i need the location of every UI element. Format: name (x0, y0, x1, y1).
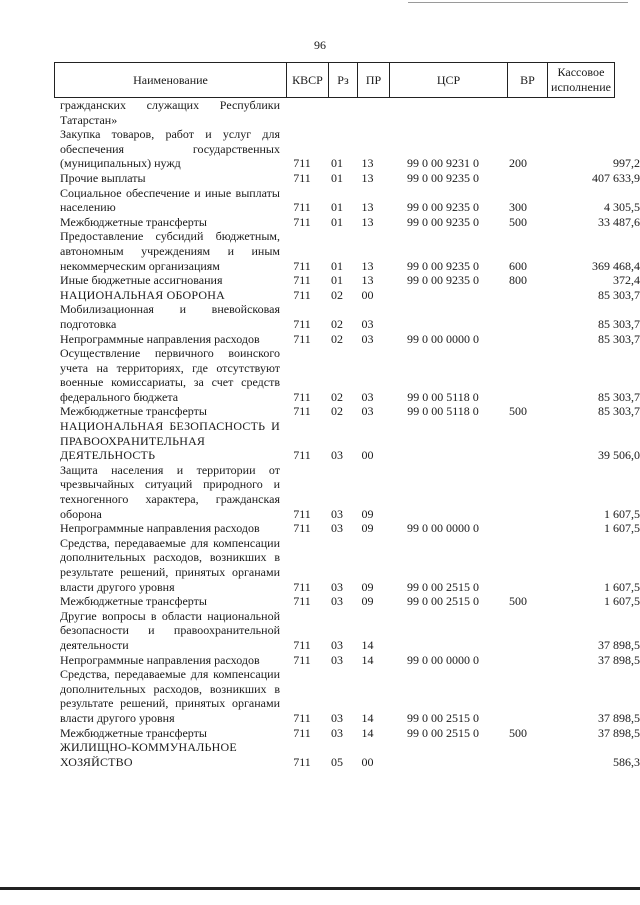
row-csr: 99 0 00 2515 0 (407, 579, 479, 594)
row-rz: 02 (331, 287, 343, 302)
row-kvsr: 711 (293, 637, 311, 652)
row-name: Межбюджетные трансферты (60, 214, 207, 229)
row-name: Закупка товаров, работ и услуг для обеспечения государственных (муниципальных) нужд (60, 127, 280, 171)
row-pr: 09 (361, 506, 374, 521)
row-rz: 03 (331, 506, 343, 521)
row-pr: 09 (361, 594, 374, 609)
row-pr: 00 (361, 754, 374, 769)
table-row (0, 229, 640, 273)
row-name: Средства, передаваемые для компенсации дополнительных расходов, возникших в результате решений, принятых органами власти другого уровня (60, 667, 280, 725)
row-rz: 03 (331, 579, 343, 594)
row-name: Межбюджетные трансферты (60, 725, 207, 740)
row-pr: 03 (361, 316, 374, 331)
table-row (0, 346, 640, 404)
row-amount: 85 303,7 (598, 287, 640, 302)
table-row (0, 653, 640, 668)
row-kvsr: 711 (293, 725, 311, 740)
row-kvsr: 711 (293, 404, 311, 419)
row-amount: 4 305,5 (604, 200, 640, 215)
row-name: Прочие выплаты (60, 170, 146, 185)
header-rz: Рз (328, 63, 357, 97)
row-amount: 85 303,7 (598, 389, 640, 404)
header-kassovoe-line1: Кассовое (557, 65, 605, 79)
row-csr: 99 0 00 9235 0 (407, 258, 479, 273)
row-kvsr: 711 (293, 389, 311, 404)
table-body (0, 98, 640, 769)
row-name: Осуществление первичного воинского учета на территориях, где отсутствуют военные комиссариаты, за счет средств федерального бюджета (60, 346, 280, 404)
row-kvsr: 711 (293, 287, 311, 302)
row-rz: 01 (331, 258, 343, 273)
row-rz: 03 (331, 652, 343, 667)
row-amount: 85 303,7 (598, 331, 640, 346)
row-rz: 02 (331, 404, 343, 419)
row-rz: 03 (331, 725, 343, 740)
row-name: Иные бюджетные ассигнования (60, 273, 223, 288)
row-pr: 14 (361, 725, 374, 740)
row-rz: 03 (331, 637, 343, 652)
row-pr: 13 (361, 156, 374, 171)
header-kassovoe (547, 63, 614, 97)
top-rule (408, 2, 628, 3)
row-name: Межбюджетные трансферты (60, 594, 207, 609)
row-rz: 02 (331, 389, 343, 404)
row-pr: 03 (361, 389, 374, 404)
row-kvsr: 711 (293, 156, 311, 171)
row-amount: 586,3 (613, 754, 640, 769)
row-amount: 37 898,5 (598, 652, 640, 667)
row-csr: 99 0 00 5118 0 (407, 404, 479, 419)
row-pr: 09 (361, 579, 374, 594)
table-row (0, 419, 640, 463)
table-row (0, 171, 640, 186)
row-pr: 03 (361, 404, 374, 419)
row-name: Другие вопросы в области национальной безопасности и правоохранительной деятельности (60, 608, 280, 652)
table-row (0, 521, 640, 536)
header-kvsr: КВСР (286, 63, 328, 97)
row-amount: 372,4 (613, 273, 640, 288)
row-rz: 02 (331, 316, 343, 331)
table-row (0, 594, 640, 609)
row-pr: 13 (361, 170, 374, 185)
row-csr: 99 0 00 0000 0 (407, 652, 479, 667)
row-rz: 01 (331, 273, 343, 288)
row-vr: 500 (509, 725, 527, 740)
row-vr: 500 (509, 214, 527, 229)
row-rz: 01 (331, 156, 343, 171)
row-vr: 600 (509, 258, 527, 273)
row-pr: 00 (361, 287, 374, 302)
row-kvsr: 711 (293, 170, 311, 185)
row-rz: 05 (331, 754, 343, 769)
table-row (0, 273, 640, 288)
row-name: Предоставление субсидий бюджетным, автономным учреждениям и иным некоммерческим организациям (60, 229, 280, 273)
row-amount: 1 607,5 (604, 594, 640, 609)
row-pr: 13 (361, 258, 374, 273)
row-csr: 99 0 00 5118 0 (407, 389, 479, 404)
row-kvsr: 711 (293, 214, 311, 229)
row-amount: 85 303,7 (598, 316, 640, 331)
row-amount: 1 607,5 (604, 506, 640, 521)
header-name: Наименование (133, 72, 208, 87)
table-row (0, 288, 640, 303)
row-name: Непрограммные направления расходов (60, 521, 260, 536)
row-csr: 99 0 00 2515 0 (407, 725, 479, 740)
row-kvsr: 711 (293, 754, 311, 769)
row-rz: 03 (331, 448, 343, 463)
row-amount: 39 506,0 (598, 448, 640, 463)
bottom-rule (0, 887, 640, 890)
row-name: НАЦИОНАЛЬНАЯ ОБОРОНА (60, 287, 225, 302)
row-amount: 1 607,5 (604, 521, 640, 536)
row-vr: 200 (509, 156, 527, 171)
row-pr: 00 (361, 448, 374, 463)
row-csr: 99 0 00 0000 0 (407, 331, 479, 346)
row-kvsr: 711 (293, 579, 311, 594)
row-amount: 997,2 (613, 156, 640, 171)
row-amount: 37 898,5 (598, 637, 640, 652)
header-pr: ПР (357, 63, 389, 97)
table-row (0, 215, 640, 230)
row-name: гражданских служащих Республики Татарстан» (60, 98, 280, 127)
table-row (0, 609, 640, 653)
row-name: Межбюджетные трансферты (60, 404, 207, 419)
row-vr: 300 (509, 200, 527, 215)
row-name: ЖИЛИЩНО-КОММУНАЛЬНОЕ ХОЗЯЙСТВО (60, 740, 237, 769)
table-row (0, 667, 640, 725)
page-number: 96 (314, 38, 326, 52)
table-row (0, 186, 640, 215)
table-row (0, 127, 640, 171)
row-pr: 03 (361, 331, 374, 346)
row-pr: 14 (361, 637, 374, 652)
row-name: Защита населения и территории от чрезвычайных ситуаций природного и техногенного характера, гражданская оборона (60, 462, 280, 521)
row-rz: 01 (331, 170, 343, 185)
row-csr: 99 0 00 2515 0 (407, 594, 479, 609)
row-amount: 85 303,7 (598, 404, 640, 419)
row-kvsr: 711 (293, 652, 311, 667)
row-csr: 99 0 00 0000 0 (407, 521, 479, 536)
table-row (0, 332, 640, 347)
row-kvsr: 711 (293, 316, 311, 331)
row-pr: 13 (361, 200, 374, 215)
row-name: Непрограммные направления расходов (60, 652, 260, 667)
row-csr: 99 0 00 9235 0 (407, 170, 479, 185)
row-pr: 09 (361, 521, 374, 536)
row-kvsr: 711 (293, 273, 311, 288)
row-name: НАЦИОНАЛЬНАЯ БЕЗОПАСНОСТЬ И ПРАВООХРАНИТЕЛЬНАЯ ДЕЯТЕЛЬНОСТЬ (60, 419, 280, 463)
row-rz: 01 (331, 214, 343, 229)
row-kvsr: 711 (293, 521, 311, 536)
row-amount: 369 468,4 (592, 258, 640, 273)
row-rz: 03 (331, 521, 343, 536)
row-amount: 37 898,5 (598, 725, 640, 740)
row-pr: 14 (361, 710, 374, 725)
row-csr: 99 0 00 9231 0 (407, 156, 479, 171)
row-vr: 800 (509, 273, 527, 288)
row-csr: 99 0 00 2515 0 (407, 710, 479, 725)
row-kvsr: 711 (293, 200, 311, 215)
row-pr: 13 (361, 214, 374, 229)
table-row (0, 404, 640, 419)
row-rz: 03 (331, 710, 343, 725)
row-amount: 407 633,9 (592, 170, 640, 185)
row-csr: 99 0 00 9235 0 (407, 214, 479, 229)
header-kassovoe-line2: исполнение (551, 80, 611, 94)
row-csr: 99 0 00 9235 0 (407, 200, 479, 215)
table-row (0, 302, 640, 331)
table-row (0, 726, 640, 741)
row-kvsr: 711 (293, 710, 311, 725)
row-pr: 14 (361, 652, 374, 667)
row-kvsr: 711 (293, 258, 311, 273)
row-amount: 33 487,6 (598, 214, 640, 229)
table-row (0, 98, 640, 127)
row-kvsr: 711 (293, 448, 311, 463)
header-csr: ЦСР (389, 63, 507, 97)
row-pr: 13 (361, 273, 374, 288)
header-vr: ВР (507, 63, 547, 97)
row-name: Средства, передаваемые для компенсации дополнительных расходов, возникших в результате решений, принятых органами власти другого уровня (60, 535, 280, 594)
row-amount: 1 607,5 (604, 579, 640, 594)
row-vr: 500 (509, 404, 527, 419)
row-vr: 500 (509, 594, 527, 609)
row-name: Мобилизационная и вневойсковая подготовка (60, 302, 280, 331)
row-rz: 03 (331, 594, 343, 609)
row-kvsr: 711 (293, 594, 311, 609)
table-row (0, 536, 640, 594)
row-rz: 02 (331, 331, 343, 346)
table-header (54, 62, 615, 98)
row-csr: 99 0 00 9235 0 (407, 273, 479, 288)
row-name: Социальное обеспечение и иные выплаты населению (60, 185, 280, 215)
row-name: Непрограммные направления расходов (60, 331, 260, 346)
row-kvsr: 711 (293, 331, 311, 346)
table-row (0, 740, 640, 769)
row-rz: 01 (331, 200, 343, 215)
row-amount: 37 898,5 (598, 710, 640, 725)
table-row (0, 463, 640, 521)
row-kvsr: 711 (293, 506, 311, 521)
